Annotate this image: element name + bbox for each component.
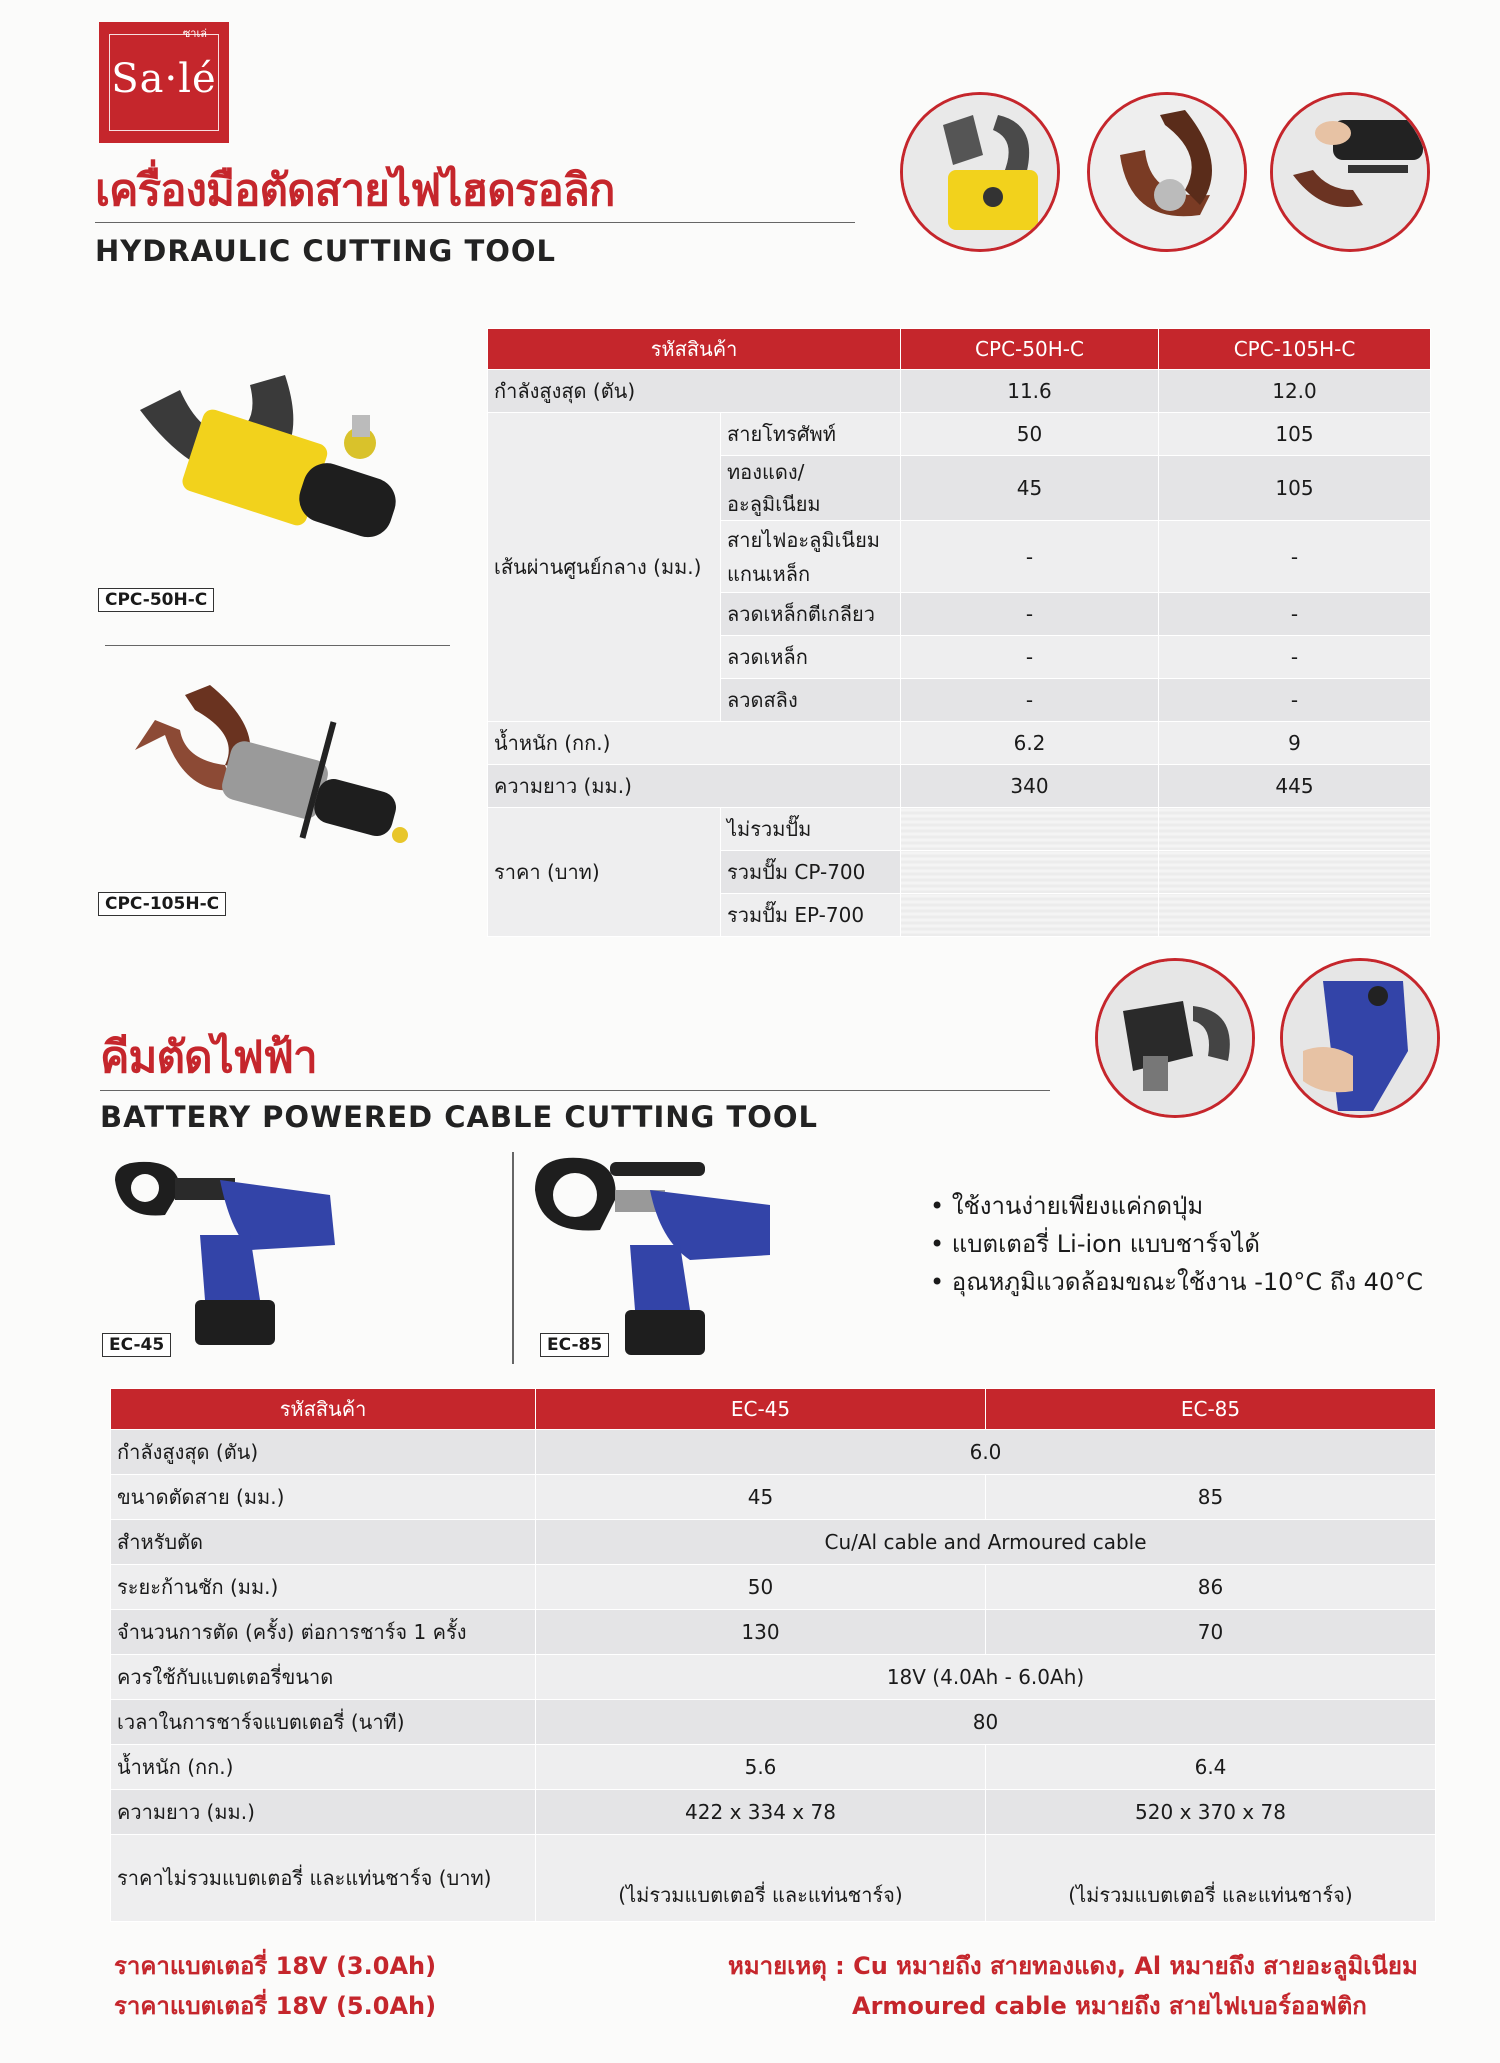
cell-value: - xyxy=(1159,593,1431,636)
cell-value: - xyxy=(901,593,1159,636)
sub-label: ไม่รวมปั๊ม xyxy=(721,808,901,851)
cell-value: 70 xyxy=(986,1610,1436,1655)
detail-photo-cutter-yellow xyxy=(900,92,1060,252)
product-image-cpc-50h-c xyxy=(120,355,420,570)
sub-label: ลวดสลิง xyxy=(721,679,901,722)
cell-value: 520 x 370 x 78 xyxy=(986,1790,1436,1835)
sub-label: ลวดเหล็ก xyxy=(721,636,901,679)
battery-price-3ah: ราคาแบตเตอรี่ 18V (3.0Ah) xyxy=(114,1952,437,1980)
hydraulic-spec-table xyxy=(487,328,1431,937)
section1-title-en: HYDRAULIC CUTTING TOOL xyxy=(95,234,557,268)
cell-value-merged: 6.0 xyxy=(536,1430,1436,1475)
label-ec-45: EC-45 xyxy=(102,1333,171,1357)
cell-value: 9 xyxy=(1159,722,1431,765)
logo-small-text: ซาเล่ xyxy=(182,27,207,40)
battery-price-5ah: ราคาแบตเตอรี่ 18V (5.0Ah) xyxy=(114,1992,437,2020)
remark-line-1: หมายเหตุ : Cu หมายถึง สายทองแดง, Al หมายถึง สายอะลูมิเนียม xyxy=(728,1952,1418,1980)
table-header-code: รหัสสินค้า xyxy=(488,329,901,370)
feature-text: ใช้งานง่ายเพียงแค่กดปุ่ม xyxy=(951,1192,1204,1220)
price-cell-empty xyxy=(901,808,1159,851)
cell-value: - xyxy=(1159,679,1431,722)
brand-logo xyxy=(99,22,229,143)
cell-value: - xyxy=(901,636,1159,679)
cell-value: 105 xyxy=(1159,456,1431,521)
product-image-ec-45 xyxy=(110,1160,340,1360)
table-header-model: EC-45 xyxy=(536,1389,986,1430)
cell-value: 11.6 xyxy=(901,370,1159,413)
row-label-length: ความยาว (มม.) xyxy=(488,765,901,808)
sub-label: สายไฟอะลูมิเนียม แกนเหล็ก xyxy=(721,521,901,593)
sub-label: ทองแดง/อะลูมิเนียม xyxy=(721,456,901,521)
sub-label: รวมปั๊ม CP-700 xyxy=(721,851,901,894)
row-label: จำนวนการตัด (ครั้ง) ต่อการชาร์จ 1 ครั้ง xyxy=(111,1610,536,1655)
price-cell-empty xyxy=(1159,894,1431,937)
table-header-code: รหัสสินค้า xyxy=(111,1389,536,1430)
row-label-price: ราคาไม่รวมแบตเตอรี่ และแท่นชาร์จ (บาท) xyxy=(111,1835,536,1922)
feature-item: • อุณหภูมิแวดล้อมขณะใช้งาน -10°C ถึง 40°C xyxy=(930,1268,1423,1296)
price-cell-empty xyxy=(901,894,1159,937)
feature-item: • แบตเตอรี่ Li-ion แบบชาร์จได้ xyxy=(930,1230,1261,1258)
price-cell-empty xyxy=(901,851,1159,894)
cell-value: - xyxy=(1159,636,1431,679)
price-note: (ไม่รวมแบตเตอรี่ และแท่นชาร์จ) xyxy=(986,1835,1436,1922)
cell-value: - xyxy=(1159,521,1431,593)
section2-divider xyxy=(100,1090,1050,1091)
cell-value: 422 x 334 x 78 xyxy=(536,1790,986,1835)
feature-list xyxy=(930,1187,1423,1301)
cell-value: 45 xyxy=(536,1475,986,1520)
cell-value: 45 xyxy=(901,456,1159,521)
cell-value-merged: 18V (4.0Ah - 6.0Ah) xyxy=(536,1655,1436,1700)
table-header-model: CPC-50H-C xyxy=(901,329,1159,370)
feature-text: อุณหภูมิแวดล้อมขณะใช้งาน -10°C ถึง 40°C xyxy=(951,1268,1423,1296)
cell-value: 85 xyxy=(986,1475,1436,1520)
section1-title-th: เครื่องมือตัดสายไฟไฮดรอลิก xyxy=(95,165,615,216)
detail-photo-cutter-copper xyxy=(1087,92,1247,252)
cell-value: 50 xyxy=(901,413,1159,456)
row-label: ขนาดตัดสาย (มม.) xyxy=(111,1475,536,1520)
row-label: สำหรับตัด xyxy=(111,1520,536,1565)
row-label: ระยะก้านชัก (มม.) xyxy=(111,1565,536,1610)
product-image-cpc-105h-c xyxy=(125,680,415,875)
label-cpc-50h-c: CPC-50H-C xyxy=(98,588,214,612)
row-label-diameter: เส้นผ่านศูนย์กลาง (มม.) xyxy=(488,413,721,722)
cell-value-merged: Cu/Al cable and Armoured cable xyxy=(536,1520,1436,1565)
feature-text: แบตเตอรี่ Li-ion แบบชาร์จได้ xyxy=(951,1230,1261,1258)
sub-label: สายโทรศัพท์ xyxy=(721,413,901,456)
row-label: ควรใช้กับแบตเตอรี่ขนาด xyxy=(111,1655,536,1700)
cell-value: - xyxy=(901,679,1159,722)
product-image-ec-85 xyxy=(530,1150,780,1360)
cell-value: 130 xyxy=(536,1610,986,1655)
battery-spec-table xyxy=(110,1388,1436,1922)
row-label-price: ราคา (บาท) xyxy=(488,808,721,937)
table-header-model: CPC-105H-C xyxy=(1159,329,1431,370)
cell-value: 340 xyxy=(901,765,1159,808)
cell-value: 12.0 xyxy=(1159,370,1431,413)
table-header-model: EC-85 xyxy=(986,1389,1436,1430)
logo-wordmark: Sa·lé xyxy=(111,56,217,102)
price-note: (ไม่รวมแบตเตอรี่ และแท่นชาร์จ) xyxy=(536,1835,986,1922)
row-label: เวลาในการชาร์จแบตเตอรี่ (นาที) xyxy=(111,1700,536,1745)
cell-value: - xyxy=(901,521,1159,593)
section2-title-en: BATTERY POWERED CABLE CUTTING TOOL xyxy=(100,1100,818,1134)
product-divider-2 xyxy=(512,1152,514,1364)
product-divider-1 xyxy=(105,645,450,646)
cell-value: 6.2 xyxy=(901,722,1159,765)
detail-photo-cutter-hand xyxy=(1270,92,1430,252)
row-label-max-force: กำลังสูงสุด (ตัน) xyxy=(488,370,901,413)
feature-item: • ใช้งานง่ายเพียงแค่กดปุ่ม xyxy=(930,1192,1204,1220)
cell-value: 5.6 xyxy=(536,1745,986,1790)
row-label: กำลังสูงสุด (ตัน) xyxy=(111,1430,536,1475)
sub-label: รวมปั๊ม EP-700 xyxy=(721,894,901,937)
cell-value: 6.4 xyxy=(986,1745,1436,1790)
cell-value: 50 xyxy=(536,1565,986,1610)
cell-value: 86 xyxy=(986,1565,1436,1610)
remark-line-2: Armoured cable หมายถึง สายไฟเบอร์ออฟติก xyxy=(852,1992,1367,2020)
row-label-weight: น้ำหนัก (กก.) xyxy=(488,722,901,765)
row-label: ความยาว (มม.) xyxy=(111,1790,536,1835)
row-label: น้ำหนัก (กก.) xyxy=(111,1745,536,1790)
cell-value: 105 xyxy=(1159,413,1431,456)
cell-value: 445 xyxy=(1159,765,1431,808)
cell-value-merged: 80 xyxy=(536,1700,1436,1745)
detail-photo-battery-cutter-head xyxy=(1095,958,1255,1118)
price-cell-empty xyxy=(1159,808,1431,851)
detail-photo-battery-cutter-grip xyxy=(1280,958,1440,1118)
label-ec-85: EC-85 xyxy=(540,1333,609,1357)
section2-title-th: คีมตัดไฟฟ้า xyxy=(100,1032,317,1083)
label-cpc-105h-c: CPC-105H-C xyxy=(98,892,226,916)
price-cell-empty xyxy=(1159,851,1431,894)
section1-divider xyxy=(95,222,855,223)
sub-label: ลวดเหล็กตีเกลียว xyxy=(721,593,901,636)
